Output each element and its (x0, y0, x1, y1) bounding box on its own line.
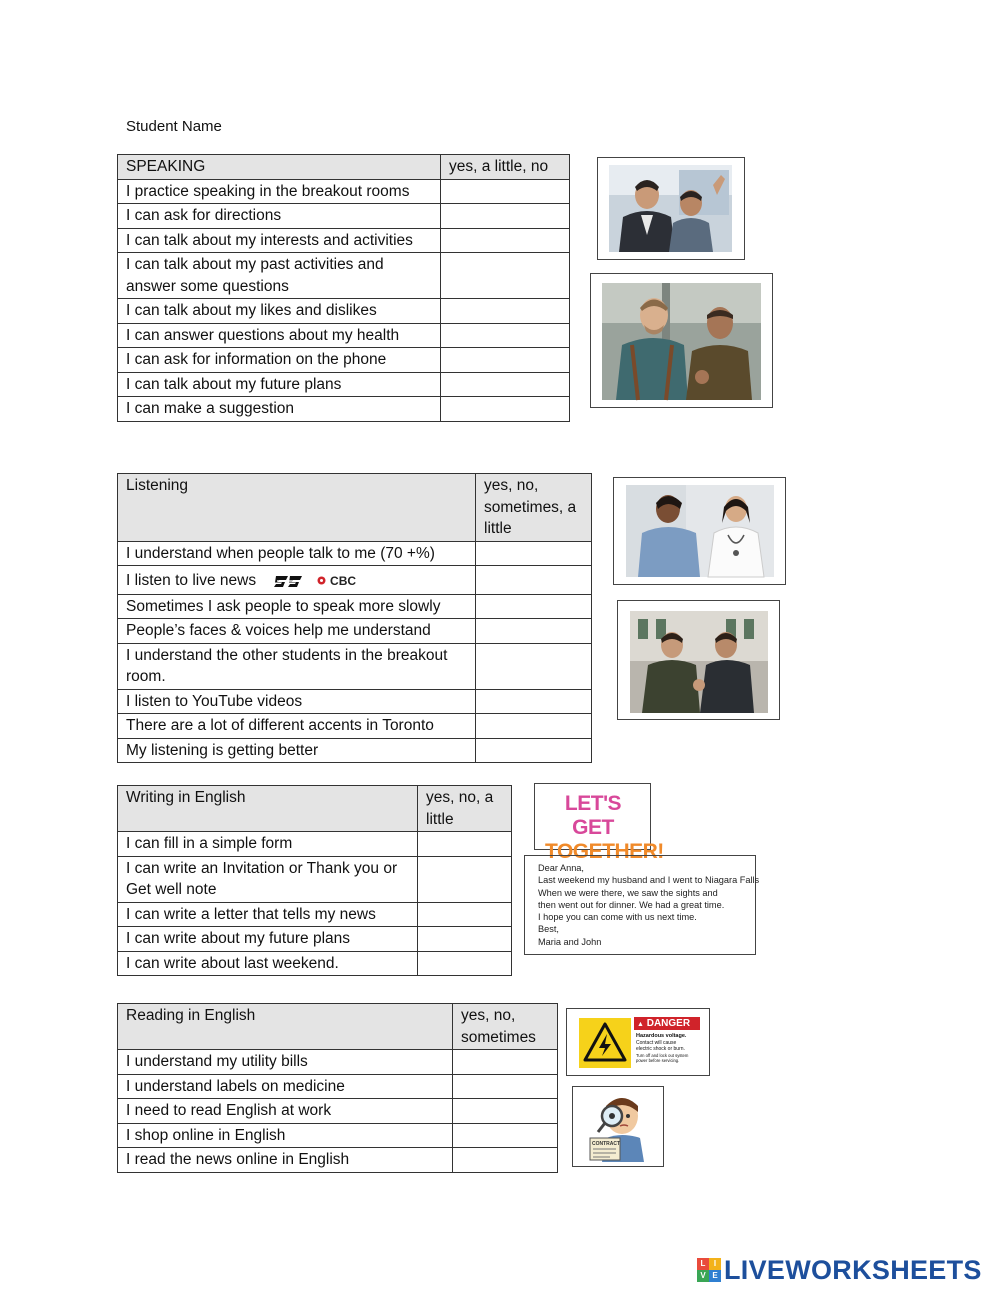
table-row (118, 541, 592, 566)
table-row (118, 228, 570, 253)
letter-line: When we were there, we saw the sights and (538, 887, 718, 898)
table-row (118, 714, 592, 739)
doctor-patient-illustration (626, 485, 774, 577)
listening-header: Listening (118, 474, 476, 542)
logo-mark-v: V (697, 1270, 709, 1282)
reading-header: Reading in English (118, 1004, 453, 1050)
photo-men-handshake (617, 600, 780, 720)
danger-title-text: DANGER (646, 1018, 691, 1029)
business-men-illustration (609, 165, 732, 252)
statement: I practice speaking in the breakout rooms (118, 179, 441, 204)
statement: I can fill in a simple form (118, 832, 418, 857)
statement: I can talk about my likes and dislikes (118, 299, 441, 324)
letter-line: I hope you can come with us next time. (538, 912, 697, 923)
table-row (118, 179, 570, 204)
table-header-row (118, 474, 592, 542)
contract-label: CONTRACT (592, 1141, 621, 1147)
men-laughing-illustration (602, 283, 761, 400)
logo-mark-e: E (709, 1270, 721, 1282)
reading-table (117, 1003, 558, 1173)
statement: I understand when people talk to me (70 +%) (118, 541, 476, 566)
statement: I can talk about my future plans (118, 372, 441, 397)
statement: There are a lot of different accents in Toronto (118, 714, 476, 739)
statement: I listen to YouTube videos (118, 689, 476, 714)
statement: I understand the other students in the breakout room. (118, 643, 476, 689)
liveworksheets-logo-text: LIVEWORKSHEETS (724, 1254, 982, 1285)
letter-line: Best, (538, 924, 559, 935)
answer-cell[interactable] (441, 204, 570, 229)
sample-letter (524, 855, 760, 955)
table-row (118, 951, 512, 976)
table-row (118, 397, 570, 422)
speaking-answer-header: yes, a little, no (441, 155, 570, 180)
statement: I shop online in English (118, 1123, 453, 1148)
table-row (118, 1123, 558, 1148)
answer-cell[interactable] (418, 832, 512, 857)
statement: My listening is getting better (118, 738, 476, 763)
table-row (118, 1099, 558, 1124)
statement: I understand my utility bills (118, 1050, 453, 1075)
answer-cell[interactable] (441, 348, 570, 373)
men-handshake-illustration (630, 611, 768, 713)
danger-body-4: power before servicing. (636, 1058, 680, 1063)
answer-cell[interactable] (453, 1050, 558, 1075)
together-line-2: TOGETHER! (545, 840, 664, 863)
danger-sign (566, 1008, 710, 1076)
statement: I can write about last weekend. (118, 951, 418, 976)
letter-line: then went out for dinner. We had a great time. (538, 899, 725, 910)
answer-cell[interactable] (418, 902, 512, 927)
table-row (118, 832, 512, 857)
answer-cell[interactable] (418, 856, 512, 902)
liveworksheets-mark-icon (697, 1258, 721, 1282)
letter-line: Maria and John (538, 936, 602, 947)
table-row (118, 594, 592, 619)
magnifier-reader-illustration (584, 1092, 654, 1162)
cbc-gem-icon (317, 576, 326, 585)
table-header-row (118, 786, 512, 832)
danger-sign-art (576, 1016, 702, 1070)
statement: People’s faces & voices help me understand (118, 619, 476, 644)
statement: I can talk about my past activities and answer some questions (118, 253, 441, 299)
danger-title (634, 1017, 700, 1030)
photo-doctor-patient (613, 477, 786, 585)
table-row (118, 253, 570, 299)
danger-body-3: Turn off and lock out system (636, 1053, 689, 1058)
table-row (118, 323, 570, 348)
answer-cell[interactable] (476, 689, 592, 714)
table-row (118, 856, 512, 902)
student-name-label: Student Name (126, 118, 222, 135)
statement: I can answer questions about my health (118, 323, 441, 348)
table-row (118, 619, 592, 644)
statement: I need to read English at work (118, 1099, 453, 1124)
danger-subtitle: Hazardous voltage. (636, 1033, 687, 1039)
answer-cell[interactable] (476, 594, 592, 619)
statement: Sometimes I ask people to speak more slowly (118, 594, 476, 619)
statement: I listen to live news (126, 572, 257, 589)
table-row (118, 1074, 558, 1099)
table-row (118, 927, 512, 952)
reading-answer-header: yes, no, sometimes (453, 1004, 558, 1050)
photo-men-laughing (590, 273, 773, 408)
listening-answer-header: yes, no, sometimes, a little (476, 474, 592, 542)
table-row (118, 738, 592, 763)
writing-table (117, 785, 512, 976)
cbc-logo-text: CBC (330, 574, 357, 588)
table-row (118, 1148, 558, 1173)
answer-cell[interactable] (441, 323, 570, 348)
table-header-row (118, 1004, 558, 1050)
answer-cell[interactable] (441, 299, 570, 324)
writing-header: Writing in English (118, 786, 418, 832)
answer-cell[interactable] (441, 372, 570, 397)
statement-news (118, 566, 476, 595)
answer-cell[interactable] (453, 1148, 558, 1173)
answer-cell[interactable] (476, 619, 592, 644)
danger-body-1: Contact will cause (636, 1040, 677, 1046)
photo-business-men (597, 157, 745, 260)
statement: I read the news online in English (118, 1148, 453, 1173)
statement: I can write about my future plans (118, 927, 418, 952)
letter-line: Dear Anna, (538, 863, 584, 873)
letter-line: Last weekend my husband and I went to Niagara Falls (538, 875, 760, 886)
together-sign (534, 783, 664, 863)
logo-mark-l: L (697, 1258, 709, 1270)
answer-cell[interactable] (418, 951, 512, 976)
together-sign-art (545, 792, 664, 863)
news-channel-logo-icon (274, 573, 304, 589)
answer-cell[interactable] (441, 228, 570, 253)
danger-body-2: electric shock or burn. (636, 1046, 685, 1052)
answer-cell[interactable] (453, 1123, 558, 1148)
table-row (118, 1050, 558, 1075)
table-row (118, 902, 512, 927)
answer-cell[interactable] (476, 738, 592, 763)
danger-alert-icon: ▲ (637, 1021, 644, 1028)
table-row (118, 566, 592, 595)
table-row (118, 204, 570, 229)
answer-cell[interactable] (476, 643, 592, 689)
listening-table (117, 473, 592, 763)
answer-cell[interactable] (441, 253, 570, 299)
logo-mark-i: I (709, 1258, 721, 1270)
statement: I can ask for directions (118, 204, 441, 229)
table-row (118, 689, 592, 714)
speaking-header: SPEAKING (118, 155, 441, 180)
statement: I understand labels on medicine (118, 1074, 453, 1099)
high-voltage-warning-icon (579, 1018, 631, 1068)
statement: I can ask for information on the phone (118, 348, 441, 373)
answer-cell[interactable] (476, 566, 592, 595)
writing-answer-header: yes, no, a little (418, 786, 512, 832)
table-row (118, 348, 570, 373)
answer-cell[interactable] (476, 714, 592, 739)
table-row (118, 372, 570, 397)
answer-cell[interactable] (453, 1074, 558, 1099)
statement: I can make a suggestion (118, 397, 441, 422)
answer-cell[interactable] (453, 1099, 558, 1124)
statement: I can write an Invitation or Thank you or Get well note (118, 856, 418, 902)
table-row (118, 643, 592, 689)
statement: I can talk about my interests and activities (118, 228, 441, 253)
liveworksheets-logo (697, 1253, 982, 1287)
contract-cartoon (572, 1086, 664, 1167)
answer-cell[interactable] (441, 179, 570, 204)
answer-cell[interactable] (441, 397, 570, 422)
speaking-table (117, 154, 570, 422)
together-line-1: LET'S GET (564, 792, 622, 839)
statement: I can write a letter that tells my news (118, 902, 418, 927)
table-header-row (118, 155, 570, 180)
table-row (118, 299, 570, 324)
answer-cell[interactable] (418, 927, 512, 952)
answer-cell[interactable] (476, 541, 592, 566)
